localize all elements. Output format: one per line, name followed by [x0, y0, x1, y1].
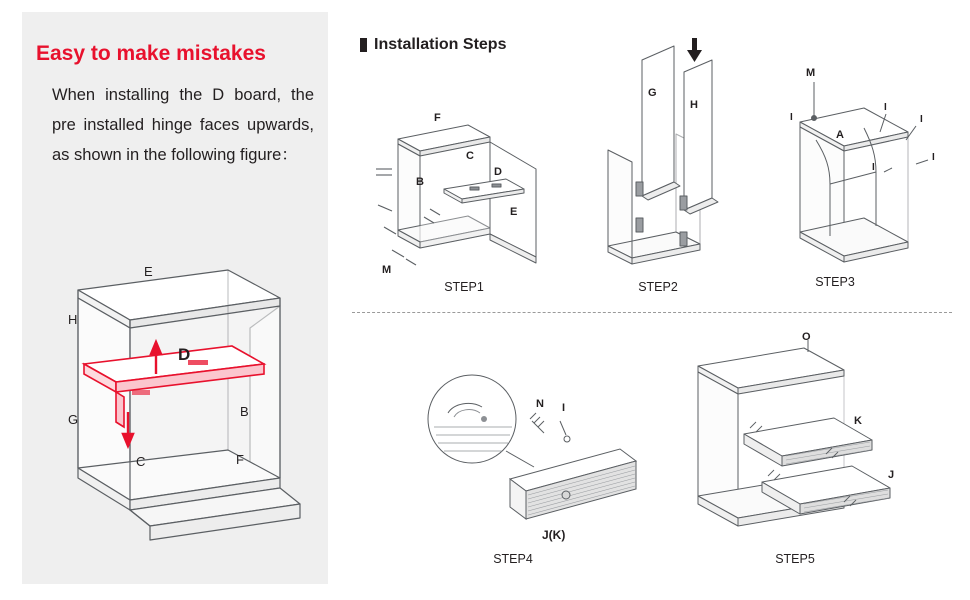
step5-figure	[658, 332, 908, 547]
step4-callout-N: N	[536, 398, 544, 410]
step5-callout-O: O	[802, 332, 811, 343]
step1-figure	[358, 87, 568, 277]
step2-callout-H: H	[690, 99, 698, 111]
step4-figure	[414, 357, 654, 547]
step1-callout-B: B	[416, 176, 424, 188]
step1-svg	[358, 87, 568, 277]
figure-callout-E: E	[144, 264, 153, 279]
step3-svg	[768, 60, 943, 270]
bullet-square-icon	[360, 38, 367, 52]
warning-body-text: When installing the D board, the pre installed hinge faces upwards, as shown in the following figure：	[52, 86, 314, 164]
figure-callout-H: H	[68, 312, 78, 327]
warning-title: Easy to make mistakes	[36, 42, 266, 65]
step5-svg	[658, 332, 908, 547]
step1-callout-M: M	[382, 264, 392, 276]
figure-callout-C: C	[136, 454, 146, 469]
step3-label: STEP3	[815, 275, 855, 289]
step4-callout-I: I	[562, 402, 566, 414]
step3-callout-I-5: I	[932, 152, 935, 163]
step4-svg	[414, 357, 654, 547]
step2-figure	[588, 32, 738, 280]
step5-callout-J: J	[888, 469, 895, 481]
steps-header	[360, 36, 506, 54]
step3-callout-I-4: I	[872, 162, 875, 173]
step3-figure	[768, 60, 943, 270]
down-arrow-icon	[687, 38, 702, 62]
step2-svg	[588, 32, 738, 280]
step1-callout-C: C	[466, 150, 474, 162]
step2-label: STEP2	[638, 280, 678, 294]
steps-header-text: Installation Steps	[374, 36, 507, 53]
steps-panel	[348, 12, 954, 584]
step1-callout-F: F	[434, 112, 441, 124]
step3-callout-I-3: I	[920, 114, 923, 125]
figure-callout-F: F	[236, 452, 244, 467]
figure-callout-B: B	[240, 404, 249, 419]
figure-callout-G: G	[68, 412, 79, 427]
warning-panel	[22, 12, 328, 584]
section-divider	[352, 312, 952, 313]
step1-callout-D: D	[494, 166, 502, 178]
warning-figure-svg	[32, 242, 322, 582]
step4-callout-JK: J(K)	[542, 528, 566, 542]
step3-callout-I-1: I	[790, 112, 793, 123]
step1-label: STEP1	[444, 280, 484, 294]
step1-callout-E: E	[510, 206, 518, 218]
step5-callout-K: K	[854, 415, 862, 427]
step3-callout-A: A	[836, 129, 844, 141]
step4-label: STEP4	[493, 552, 533, 566]
step3-callout-I-2: I	[884, 102, 887, 113]
step3-callout-M: M	[806, 67, 816, 79]
figure-callout-D: D	[178, 345, 191, 364]
step5-label: STEP5	[775, 552, 815, 566]
step2-callout-G: G	[648, 87, 657, 99]
warning-figure	[32, 242, 322, 582]
